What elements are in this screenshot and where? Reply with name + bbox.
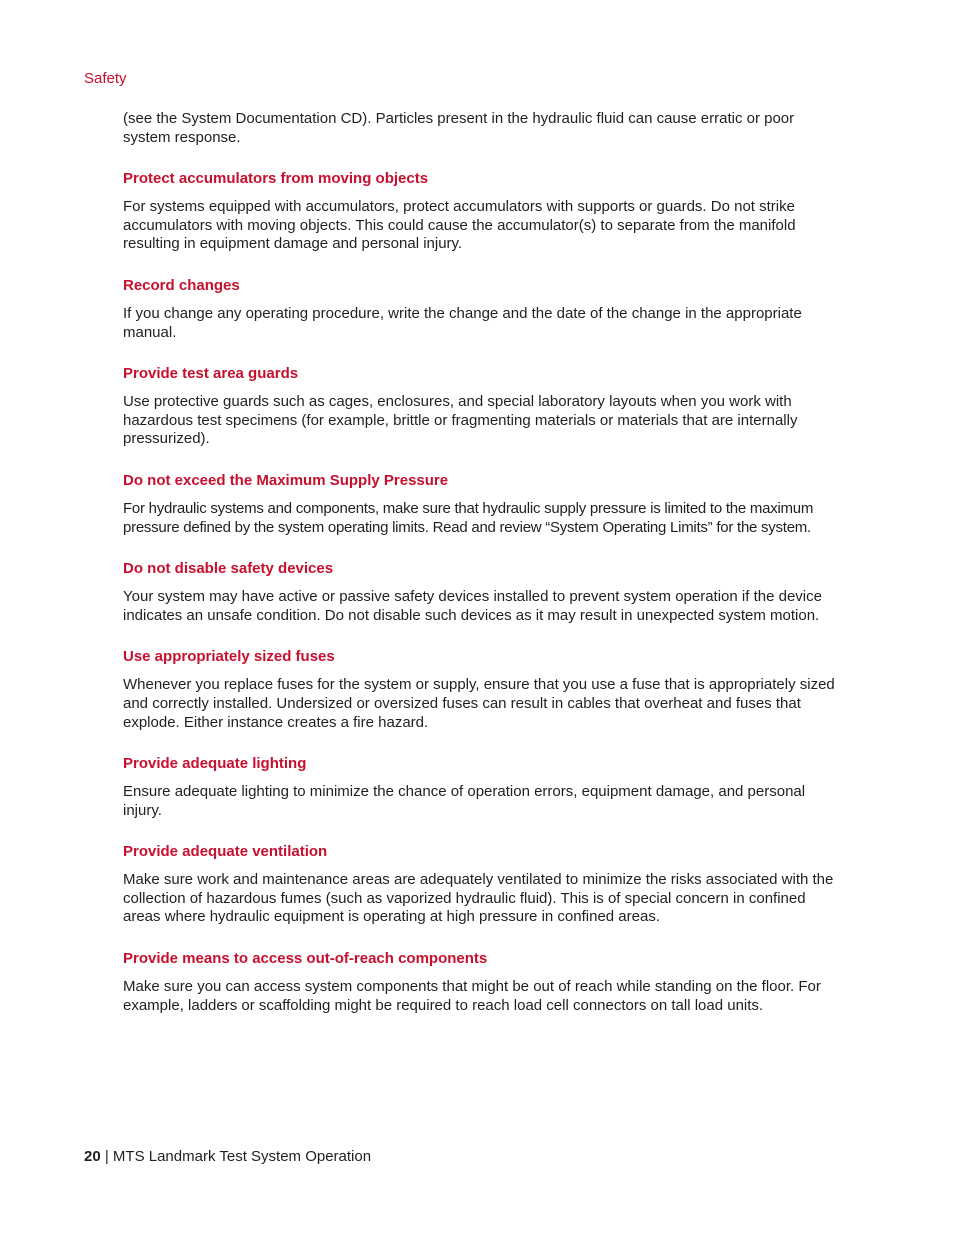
section-max-supply-pressure bbox=[123, 472, 845, 537]
section-body: If you change any operating procedure, write the change and the date of the change in the appropriate manual. bbox=[123, 304, 802, 341]
section-body: Use protective guards such as cages, enclosures, and special laboratory layouts when you work with hazardous test specimens (for example, brittle or fragmenting materials or materials that are internally pressurized). bbox=[123, 393, 798, 448]
section-adequate-lighting bbox=[123, 755, 845, 820]
section-body: Make sure work and maintenance areas are adequately ventilated to minimize the risks associated with the collection of hazardous fumes (such as vaporized hydraulic fluid). This is of special concern in confined areas where hydraulic equipment is operating at high pressure in confined areas. bbox=[123, 871, 834, 926]
footer-title: MTS Landmark Test System Operation bbox=[112, 1148, 372, 1165]
section-adequate-ventilation bbox=[123, 843, 845, 927]
section-heading: Protect accumulators from moving objects bbox=[123, 170, 429, 188]
section-body: Your system may have active or passive safety devices installed to prevent system operation if the device indicates an unsafe condition. Do not disable such devices as it may result in unexpected system motion. bbox=[123, 588, 822, 624]
section-sized-fuses bbox=[123, 648, 845, 732]
section-out-of-reach bbox=[123, 950, 845, 1015]
page-footer bbox=[84, 1148, 371, 1165]
footer-separator: | bbox=[100, 1148, 113, 1165]
section-heading: Use appropriately sized fuses bbox=[123, 648, 335, 666]
page-number: 20 bbox=[84, 1148, 101, 1165]
section-heading: Do not disable safety devices bbox=[123, 560, 334, 578]
section-test-area-guards bbox=[123, 365, 845, 449]
section-body: Ensure adequate lighting to minimize the chance of operation errors, equipment damage, and personal injury. bbox=[123, 783, 806, 819]
section-body: For systems equipped with accumulators, protect accumulators with supports or guards. Do not strike accumulators with moving objects. This could cause the accumulator(s) to separate from the manifold resulting in equipment damage and personal injury. bbox=[123, 198, 796, 253]
section-heading: Provide adequate ventilation bbox=[123, 843, 328, 861]
running-head: Safety bbox=[84, 70, 127, 87]
section-body: Whenever you replace fuses for the system or supply, ensure that you use a fuse that is appropriately sized and correctly installed. Undersized or oversized fuses can result in cables that overheat and fuses that explode. Either instance creates a fire hazard. bbox=[123, 676, 835, 731]
section-body: Make sure you can access system components that might be out of reach while standing on the floor. For example, ladders or scaffolding might be required to reach load cell connectors on tall load units. bbox=[123, 978, 821, 1014]
section-heading: Record changes bbox=[123, 276, 240, 294]
section-heading: Provide test area guards bbox=[123, 365, 299, 383]
section-heading: Do not exceed the Maximum Supply Pressure bbox=[123, 471, 449, 489]
section-heading: Provide adequate lighting bbox=[123, 755, 307, 773]
page-content bbox=[123, 110, 845, 1038]
intro-paragraph: (see the System Documentation CD). Particles present in the hydraulic fluid can cause erratic or poor system response. bbox=[123, 110, 795, 146]
section-record-changes bbox=[123, 277, 845, 342]
section-safety-devices bbox=[123, 560, 845, 625]
section-heading: Provide means to access out-of-reach components bbox=[123, 950, 488, 968]
section-body: For hydraulic systems and components, make sure that hydraulic supply pressure is limited to the maximum pressure defined by the system operating limits. Read and review “System Operating Limits” for the system. bbox=[123, 499, 814, 536]
section-protect-accumulators bbox=[123, 170, 845, 254]
